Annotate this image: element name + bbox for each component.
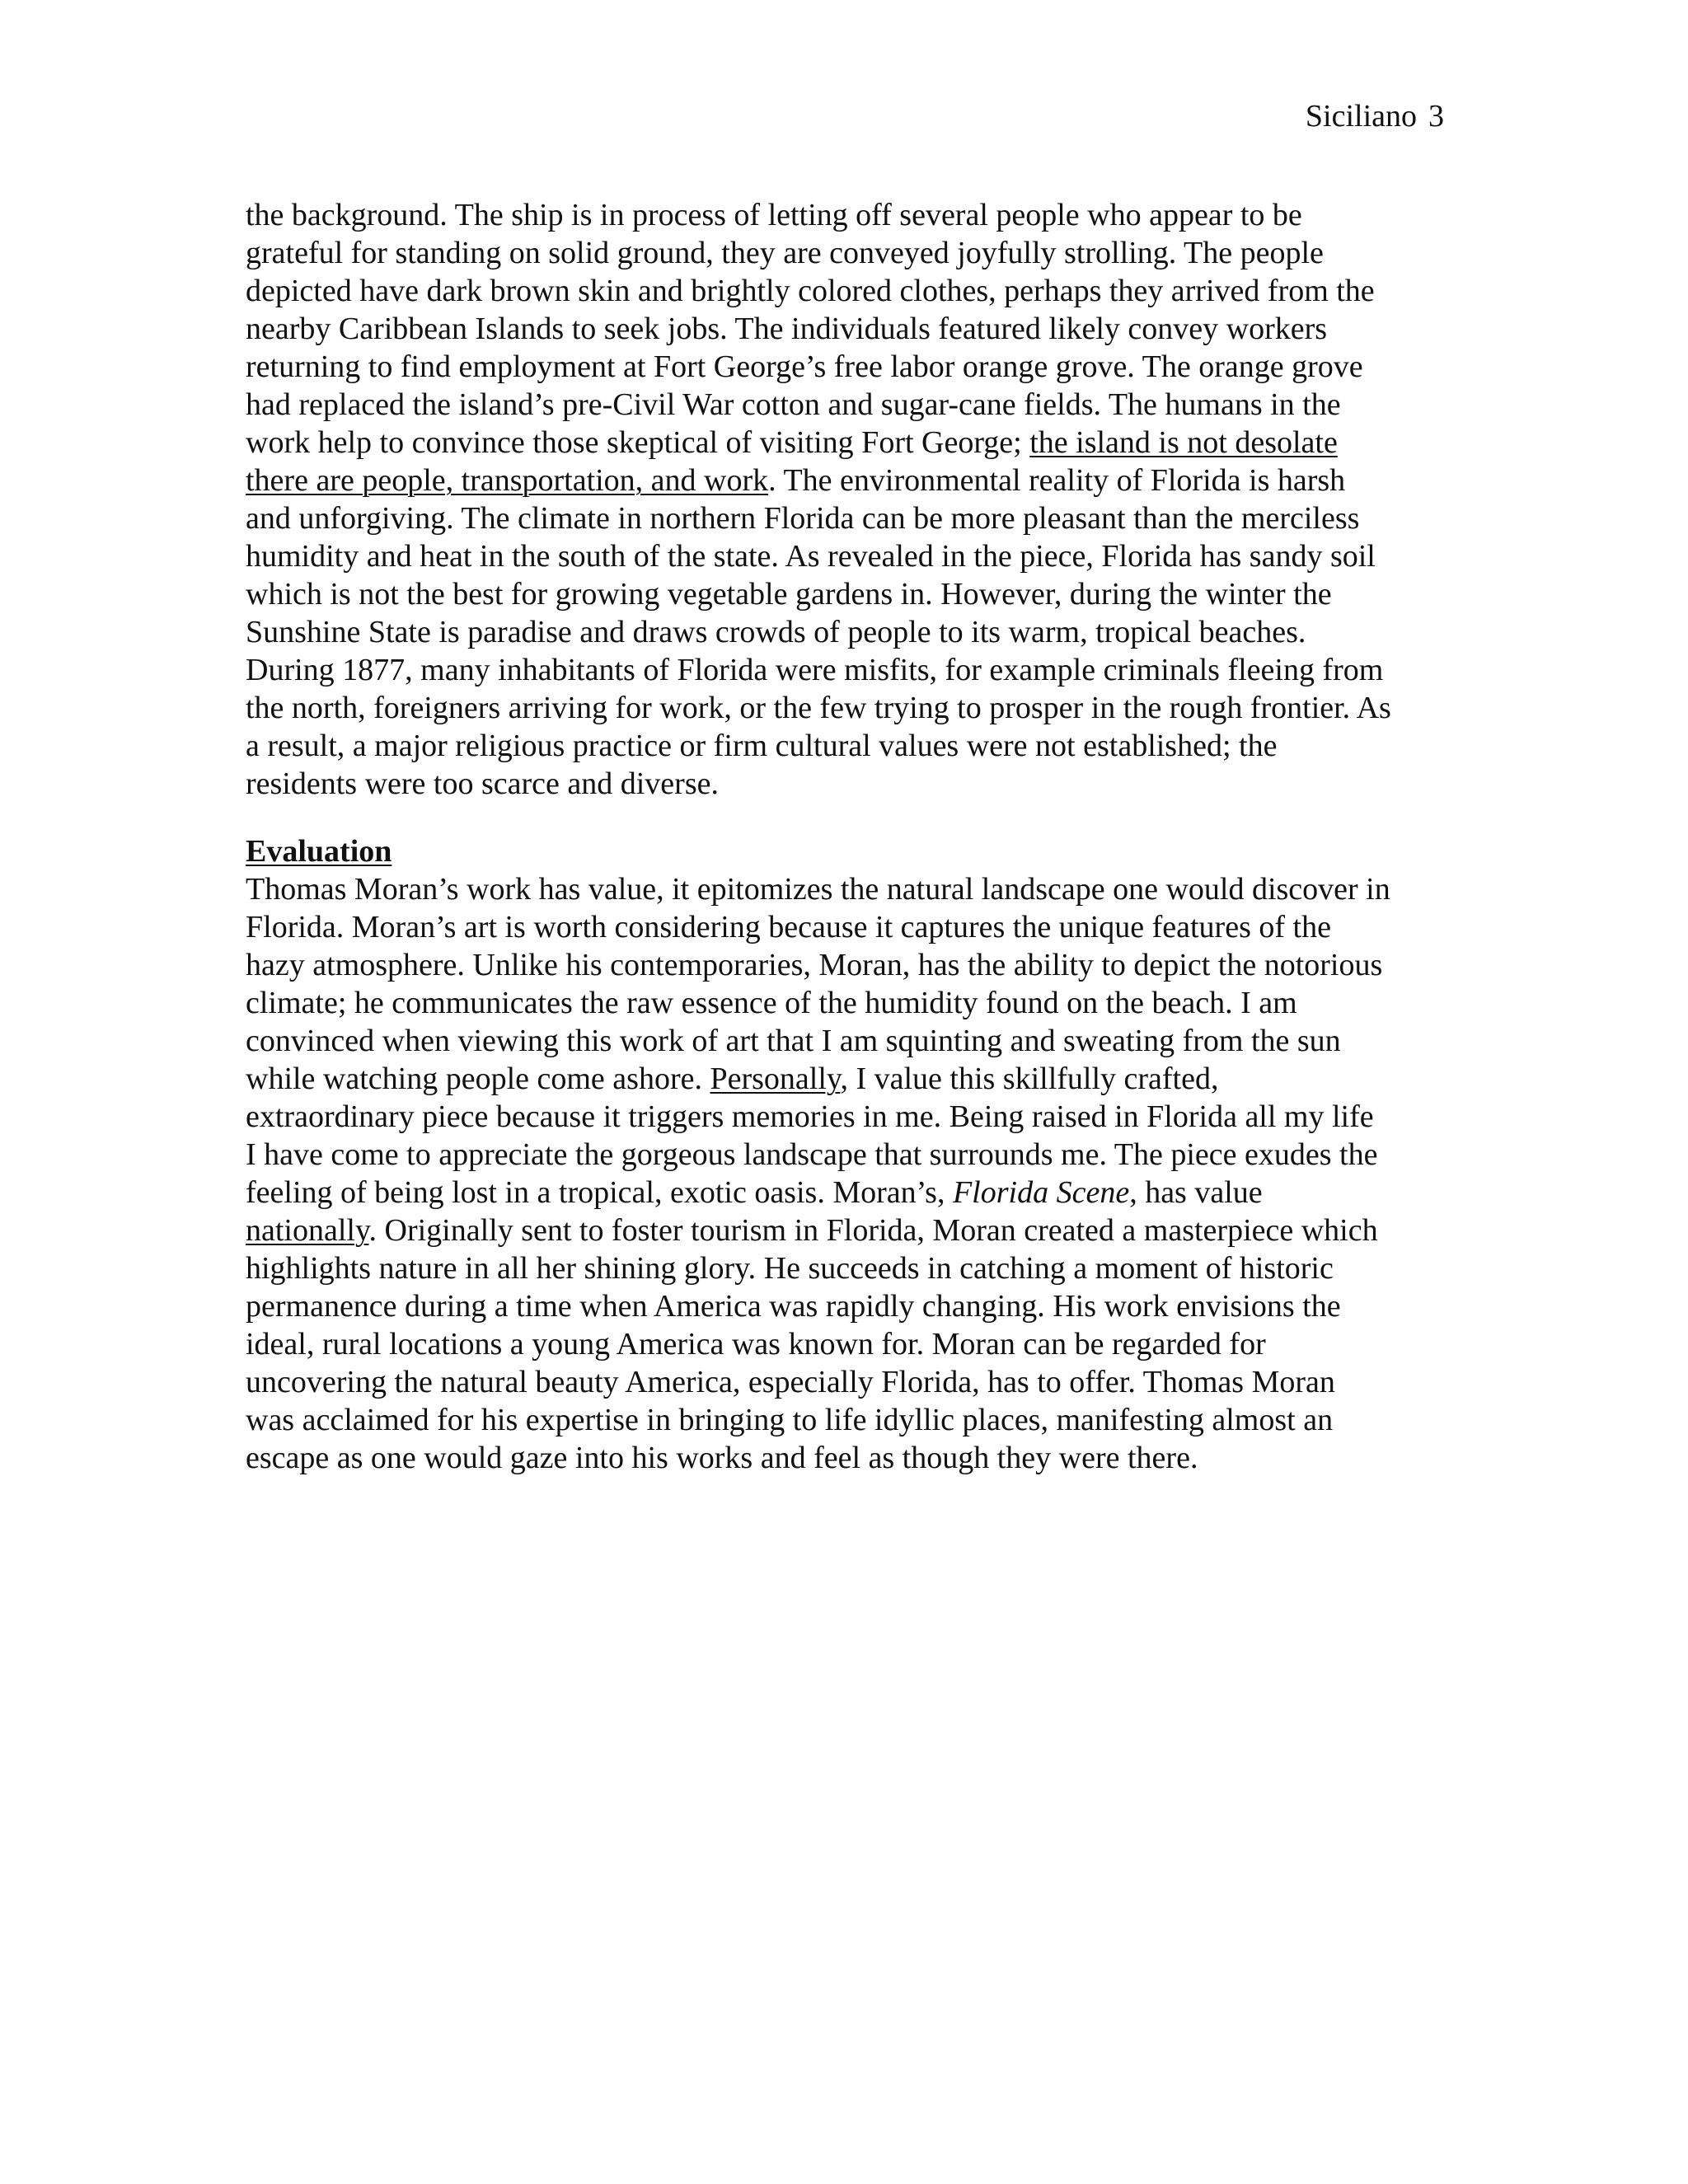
paragraph-continuation — [246, 196, 1449, 803]
evaluation-heading: Evaluation — [246, 834, 392, 869]
text-line — [246, 1212, 1449, 1249]
text-segment: feeling of being lost in a tropical, exotic oasis. Moran’s, — [246, 1175, 953, 1210]
underlined-text: there are people, transportation, and work — [246, 463, 769, 498]
underlined-text: the island is not desolate — [1029, 425, 1338, 460]
text-line: the background. The ship is in process of letting off several people who appear to be — [246, 198, 1302, 232]
text-line: had replaced the island’s pre-Civil War cotton and sugar-cane fields. The humans in the — [246, 387, 1341, 422]
text-line: ideal, rural locations a young America was known for. Moran can be regarded for — [246, 1327, 1266, 1361]
header-author: Siciliano — [1305, 99, 1417, 134]
text-line: convinced when viewing this work of art that I am squinting and sweating from the sun — [246, 1024, 1341, 1058]
text-line: nearby Caribbean Islands to seek jobs. The individuals featured likely convey workers — [246, 312, 1328, 346]
running-header — [1306, 97, 1444, 135]
text-line: humidity and heat in the south of the state. As revealed in the piece, Florida has sandy soil — [246, 539, 1376, 574]
section-heading — [246, 832, 1449, 870]
text-line — [246, 1174, 1449, 1212]
evaluation-section — [246, 832, 1449, 1477]
text-line: returning to find employment at Fort George’s free labor orange grove. The orange grove — [246, 349, 1363, 384]
text-line: the north, foreigners arriving for work, or the few trying to prosper in the rough frontier. As — [246, 691, 1391, 725]
text-line: depicted have dark brown skin and brightly colored clothes, perhaps they arrived from the — [246, 274, 1375, 308]
text-line: was acclaimed for his expertise in bringing to life idyllic places, manifesting almost an — [246, 1403, 1334, 1437]
page-number: 3 — [1428, 99, 1444, 134]
text-segment: . The environmental reality of Florida is harsh — [768, 463, 1346, 498]
text-line: I have come to appreciate the gorgeous landscape that surrounds me. The piece exudes the — [246, 1137, 1378, 1172]
text-line: escape as one would gaze into his works and feel as though they were there. — [246, 1441, 1198, 1475]
text-line: a result, a major religious practice or firm cultural values were not established; the — [246, 729, 1278, 763]
underlined-text: Personally — [710, 1062, 841, 1096]
text-line: residents were too scarce and diverse. — [246, 766, 719, 801]
text-line — [246, 424, 1449, 462]
text-line: permanence during a time when America was rapidly changing. His work envisions the — [246, 1289, 1341, 1324]
text-line: and unforgiving. The climate in northern Florida can be more pleasant than the merciless — [246, 501, 1360, 536]
artwork-title: Florida Scene — [952, 1175, 1130, 1210]
text-line: grateful for standing on solid ground, they are conveyed joyfully strolling. The people — [246, 236, 1324, 270]
text-segment: work help to convince those skeptical of visiting Fort George; — [246, 425, 1030, 460]
text-segment: . Originally sent to foster tourism in Florida, Moran created a masterpiece which — [368, 1213, 1378, 1248]
text-line: climate; he communicates the raw essence of the humidity found on the beach. I am — [246, 986, 1297, 1020]
text-line — [246, 462, 1449, 499]
text-line: Sunshine State is paradise and draws crowds of people to its warm, tropical beaches. — [246, 615, 1306, 649]
text-segment: , has value — [1129, 1175, 1263, 1210]
text-segment: while watching people come ashore. — [246, 1062, 710, 1096]
text-line: During 1877, many inhabitants of Florida were misfits, for example criminals fleeing from — [246, 653, 1384, 687]
underlined-text: nationally — [246, 1213, 369, 1248]
text-line — [246, 1060, 1449, 1098]
text-line: which is not the best for growing vegetable gardens in. However, during the winter the — [246, 577, 1332, 612]
text-line: Thomas Moran’s work has value, it epitomizes the natural landscape one would discover in — [246, 872, 1390, 907]
text-line: uncovering the natural beauty America, especially Florida, has to offer. Thomas Moran — [246, 1365, 1335, 1399]
text-line: Florida. Moran’s art is worth considering because it captures the unique features of the — [246, 910, 1331, 944]
text-line: highlights nature in all her shining glory. He succeeds in catching a moment of historic — [246, 1251, 1334, 1286]
text-line: extraordinary piece because it triggers memories in me. Being raised in Florida all my life — [246, 1099, 1374, 1134]
text-line: hazy atmosphere. Unlike his contemporaries, Moran, has the ability to depict the notorious — [246, 948, 1383, 982]
text-segment: , I value this skillfully crafted, — [840, 1062, 1219, 1096]
